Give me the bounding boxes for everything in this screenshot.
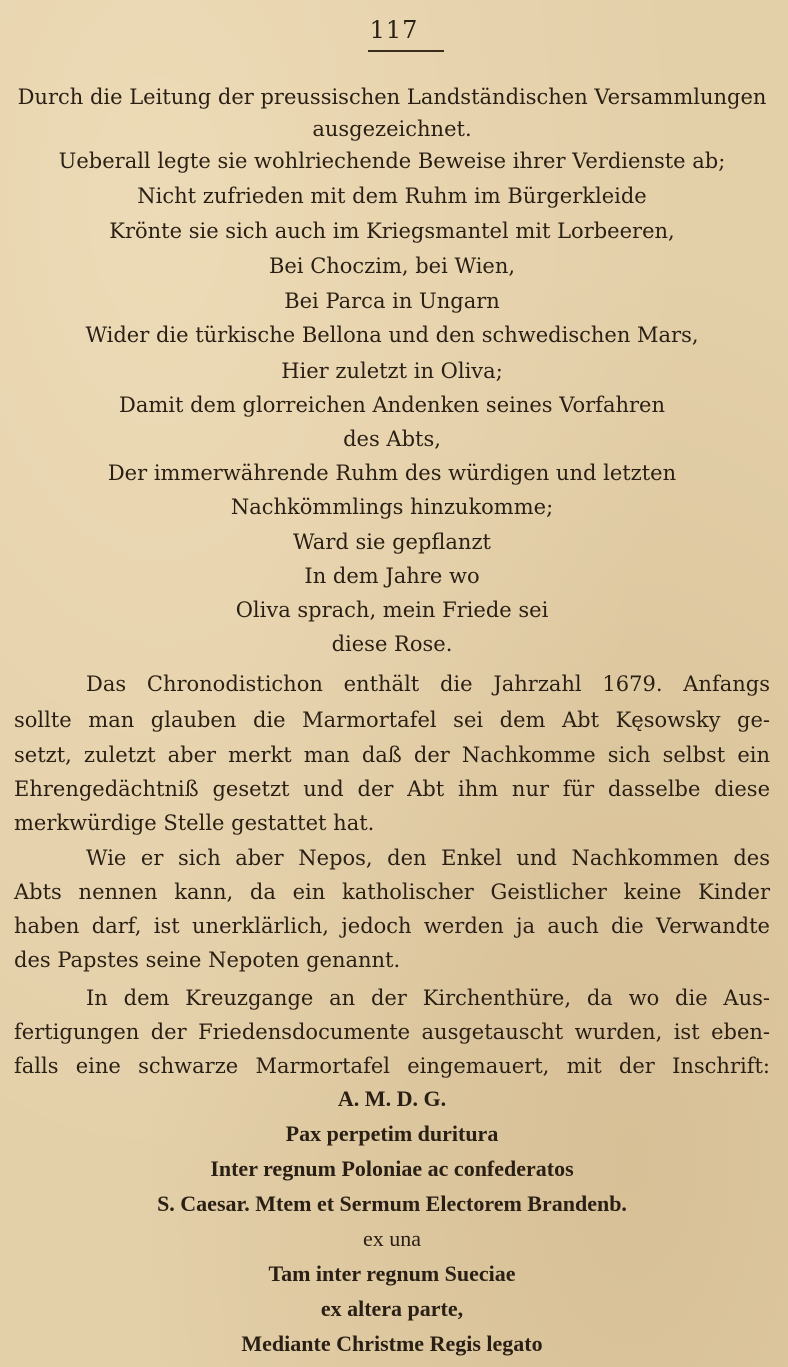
poem-line: Nachkömmlings hinzukomme; <box>230 495 554 519</box>
paragraph-line: Das Chronodistichon enthält die Jahrzahl 1679. Anfangs <box>86 672 770 696</box>
paragraph-line: des Papstes seine Nepoten genannt. <box>14 948 401 972</box>
inscription-line: S. Caesar. Mtem et Sermum Electorem Brandenb. <box>157 1191 627 1216</box>
poem-line: Ueberall legte sie wohlriechende Beweise ihrer Verdienste ab; <box>58 149 726 173</box>
poem-line: Oliva sprach, mein Friede sei <box>235 598 549 622</box>
poem-line: Krönte sie sich auch im Kriegsmantel mit Lorbeeren, <box>109 219 675 243</box>
poem-line: diese Rose. <box>331 632 453 656</box>
poem-line: des Abts, <box>343 427 441 451</box>
paragraph-line: Abts nennen kann, da ein katholischer Geistlicher keine Kinder <box>14 880 770 904</box>
page-number-rule <box>368 50 444 52</box>
poem-line: Der immerwährende Ruhm des würdigen und letzten <box>107 461 677 485</box>
inscription-line: Tam inter regnum Sueciae <box>268 1261 516 1286</box>
poem-line: Bei Choczim, bei Wien, <box>268 254 516 278</box>
inscription-line: Pax perpetim duritura <box>285 1121 499 1146</box>
paragraph-line: merkwürdige Stelle gestattet hat. <box>14 811 375 835</box>
poem-line: Wider die türkische Bellona und den schwedischen Mars, <box>85 323 699 347</box>
poem-line: Ward sie gepflanzt <box>293 530 491 554</box>
page-number: 117 <box>369 16 419 44</box>
poem-line: Durch die Leitung der preussischen Landständischen Versammlungen <box>17 85 767 109</box>
inscription-line: ex altera parte, <box>320 1296 464 1321</box>
inscription-line: Mediante Christme Regis legato <box>241 1331 543 1356</box>
paragraph-line: sollte man glauben die Marmortafel sei dem Abt Kęsowsky ge- <box>14 708 770 732</box>
inscription-line: ex una <box>362 1226 422 1251</box>
inscription-line: Inter regnum Poloniae ac confederatos <box>210 1156 574 1181</box>
paragraph-line: falls eine schwarze Marmortafel eingemauert, mit der Inschrift: <box>14 1054 770 1078</box>
paragraph-line: Wie er sich aber Nepos, den Enkel und Nachkommen des <box>86 846 770 870</box>
poem-line: Damit dem glorreichen Andenken seines Vorfahren <box>119 393 665 417</box>
paragraph-line: setzt, zuletzt aber merkt man daß der Nachkomme sich selbst ein <box>14 743 770 767</box>
poem-line: In dem Jahre wo <box>304 564 480 588</box>
poem-line: Bei Parca in Ungarn <box>284 289 500 313</box>
poem-line: Hier zuletzt in Oliva; <box>281 359 503 383</box>
poem-line: ausgezeichnet. <box>312 117 472 141</box>
paragraph-line: fertigungen der Friedensdocumente ausgetauscht wurden, ist eben- <box>14 1020 770 1044</box>
poem-line: Nicht zufrieden mit dem Ruhm im Bürgerkleide <box>137 184 647 208</box>
inscription-line: A. M. D. G. <box>337 1086 447 1111</box>
paragraph-line: In dem Kreuzgange an der Kirchenthüre, da wo die Aus- <box>86 986 770 1010</box>
paragraph-line: haben darf, ist unerklärlich, jedoch werden ja auch die Verwandte <box>14 914 770 938</box>
paragraph-line: Ehrengedächtniß gesetzt und der Abt ihm nur für dasselbe diese <box>14 777 770 801</box>
